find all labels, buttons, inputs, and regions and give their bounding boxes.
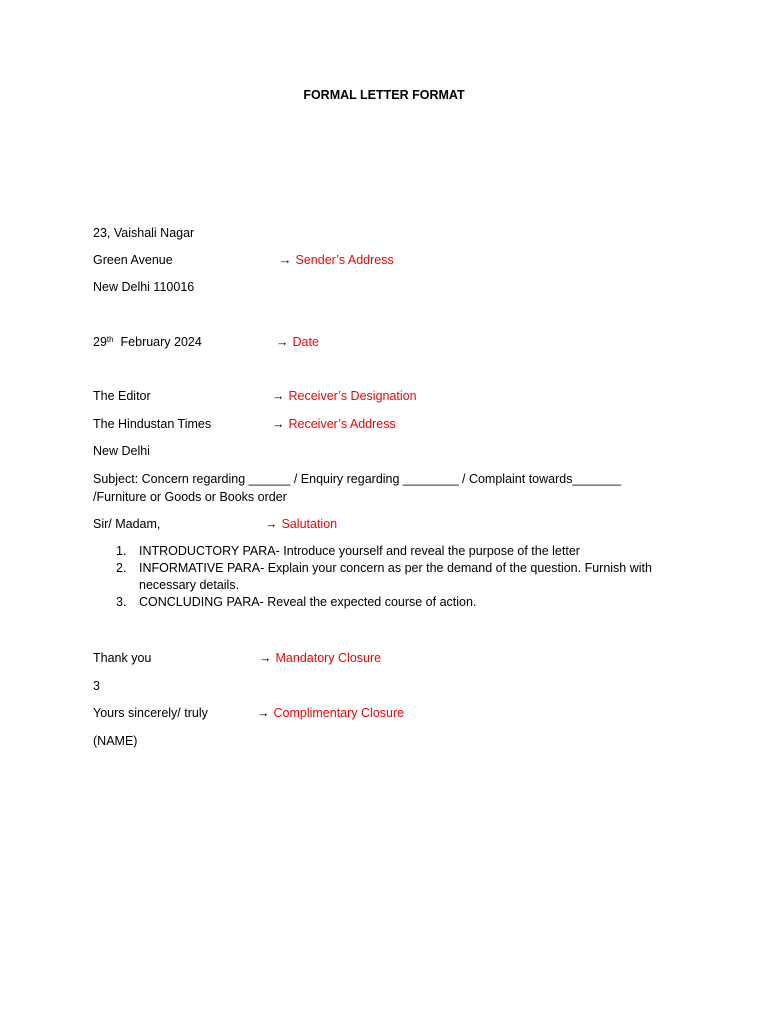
body-paragraph-list xyxy=(93,543,673,611)
receiver-address-annotation xyxy=(272,416,396,432)
subject-line-1: Subject: Concern regarding ______ / Enquiry regarding ________ / Complaint towards_______ xyxy=(93,472,622,486)
arrow-right-icon: → xyxy=(272,417,285,431)
arrow-right-icon: → xyxy=(276,335,289,349)
mandatory-closure-annotation xyxy=(259,650,381,666)
sender-address-note: Sender’s Address xyxy=(295,253,394,267)
date-note: Date xyxy=(292,335,319,349)
receiver-address-note: Receiver’s Address xyxy=(288,417,396,431)
receiver-organisation: The Hindustan Times xyxy=(93,417,212,431)
sender-address-line-1: 23, Vaishali Nagar xyxy=(93,226,195,240)
document-title: FORMAL LETTER FORMAT xyxy=(303,88,465,102)
salutation-note: Salutation xyxy=(281,517,338,531)
arrow-right-icon: → xyxy=(279,253,292,267)
arrow-right-icon: → xyxy=(259,651,272,665)
yours-sincerely: Yours sincerely/ truly xyxy=(93,706,208,720)
sender-address-line-2: Green Avenue xyxy=(93,253,173,267)
receiver-city: New Delhi xyxy=(93,444,150,458)
mandatory-closure-note: Mandatory Closure xyxy=(275,651,382,665)
list-item-text: INTRODUCTORY PARA- Introduce yourself and reveal the purpose of the letter xyxy=(139,544,580,558)
date-rest: February 2024 xyxy=(120,335,202,349)
date-annotation xyxy=(276,334,319,350)
receiver-designation-annotation xyxy=(272,388,417,404)
arrow-right-icon: → xyxy=(265,517,278,531)
date-line xyxy=(93,334,202,350)
list-item xyxy=(93,543,673,560)
date-day: 29 xyxy=(93,335,107,349)
arrow-right-icon: → xyxy=(257,706,270,720)
list-item-number: 2. xyxy=(116,561,127,575)
subject-block xyxy=(93,470,653,506)
sender-address-annotation xyxy=(279,252,394,268)
list-item-text: INFORMATIVE PARA- Explain your concern as per the demand of the question. Furnish with necessary details. xyxy=(139,561,652,592)
receiver-designation-note: Receiver’s Designation xyxy=(288,389,417,403)
thank-you: Thank you xyxy=(93,651,152,665)
arrow-right-icon: → xyxy=(272,389,285,403)
sender-address-line-3: New Delhi 110016 xyxy=(93,280,195,294)
signature-name: (NAME) xyxy=(93,734,138,748)
salutation-annotation xyxy=(265,516,337,532)
list-item-number: 3. xyxy=(116,595,127,609)
complimentary-closure-annotation xyxy=(257,705,404,721)
closing-number: 3 xyxy=(93,679,100,693)
list-item xyxy=(93,594,673,611)
list-item xyxy=(93,560,673,594)
list-item-text: CONCLUDING PARA- Reveal the expected course of action. xyxy=(139,595,477,609)
list-item-number: 1. xyxy=(116,544,127,558)
date-suffix: th xyxy=(106,335,114,344)
complimentary-closure-note: Complimentary Closure xyxy=(273,706,405,720)
salutation: Sir/ Madam, xyxy=(93,517,161,531)
receiver-designation: The Editor xyxy=(93,389,151,403)
subject-line-2: /Furniture or Goods or Books order xyxy=(93,490,287,504)
